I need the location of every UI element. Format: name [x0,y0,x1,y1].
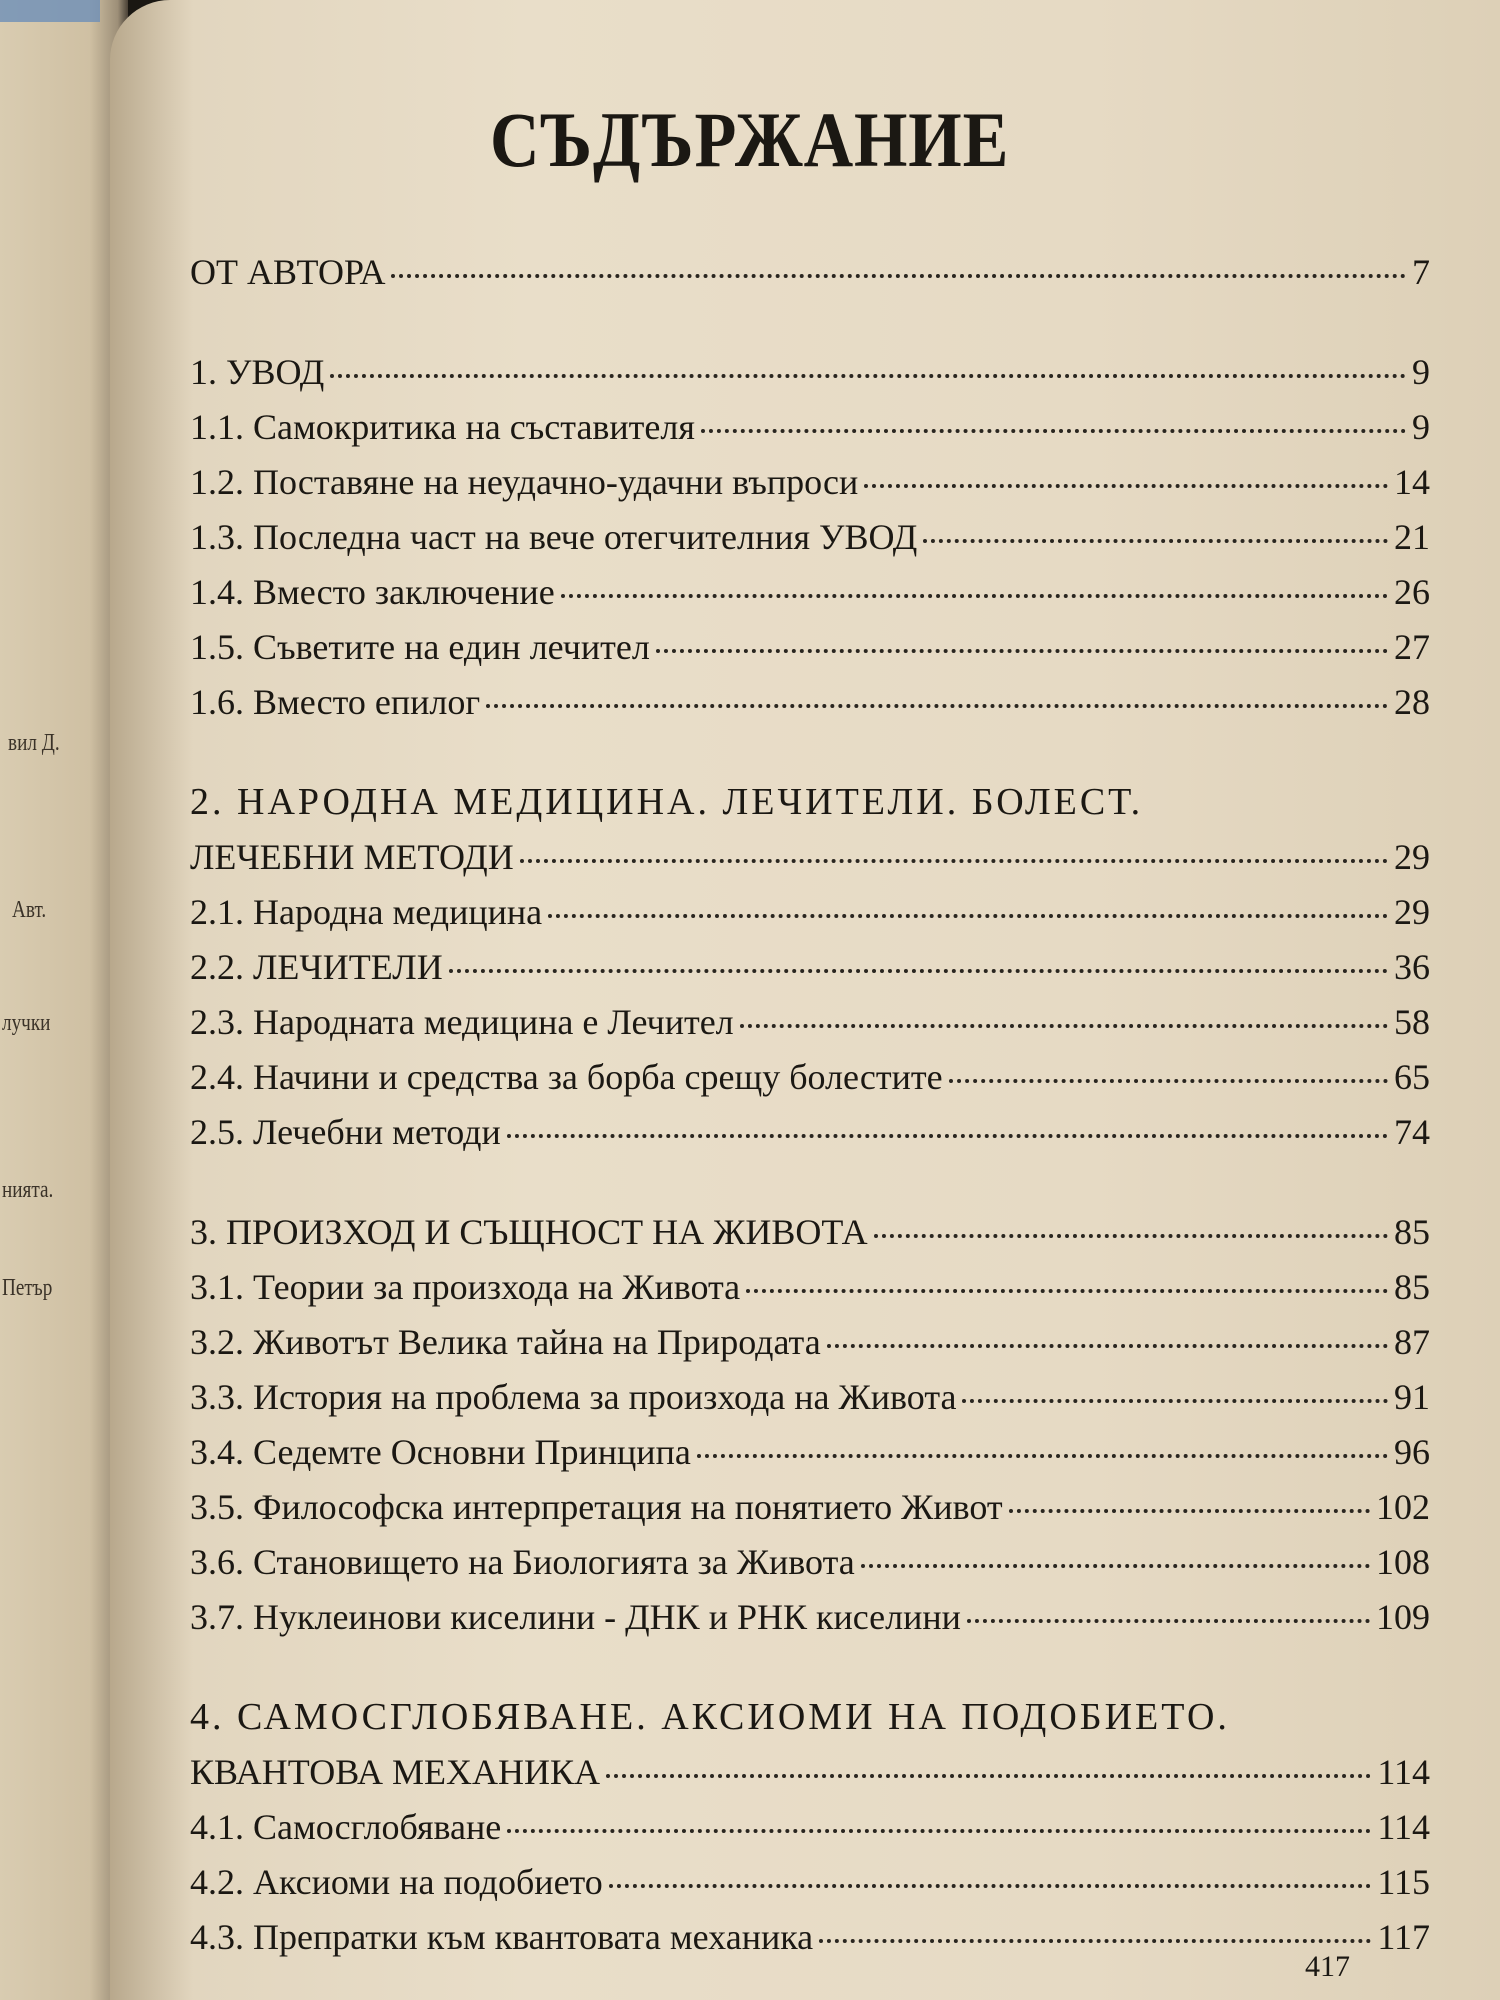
toc-entry-label: 4.2. Аксиоми на подобието [190,1862,603,1902]
section-gap [190,1160,1430,1205]
toc-entry-page: 115 [1377,1862,1430,1902]
toc-entry[interactable] [190,1745,1430,1800]
toc-entry-label: 2.1. Народна медицина [190,892,543,932]
dot-leader [819,1938,1371,1943]
left-page-edge [0,0,128,2000]
toc-entry[interactable] [190,1105,1430,1160]
section-gap [190,730,1430,775]
toc-entry[interactable] [190,1590,1430,1645]
toc-entry-label: 3.1. Теории за произхода на Живота [190,1267,741,1307]
toc-entry-page: 65 [1394,1057,1430,1097]
toc-entry[interactable] [190,1535,1430,1590]
toc-entry[interactable] [190,675,1430,730]
toc-entry-label: 2.2. ЛЕЧИТЕЛИ [190,947,443,987]
toc-entry-page: 102 [1376,1487,1430,1527]
dot-leader [561,593,1388,598]
toc-entry-label: 1.4. Вместо заключение [190,572,555,612]
dot-leader [1009,1508,1370,1513]
dot-leader [507,1133,1388,1138]
toc-entry-label: 3.7. Нуклеинови киселини - ДНК и РНК киселини [190,1597,961,1637]
toc-entry[interactable] [190,885,1430,940]
toc-entry-label: 4.1. Самосглобяване [190,1807,502,1847]
toc-entry-label: 1.6. Вместо епилог [190,682,481,722]
toc-entry-page: 85 [1394,1267,1430,1307]
toc-page [110,0,1500,2000]
dot-leader [548,913,1388,918]
toc-entry-page: 91 [1394,1377,1430,1417]
toc-entry[interactable] [190,400,1430,455]
toc-entry-page: 9 [1412,352,1430,392]
toc-entry[interactable] [190,245,1430,300]
toc-entry[interactable] [190,1315,1430,1370]
toc-entry-page: 117 [1377,1917,1430,1957]
toc-entry-label: 2.4. Начини и средства за борба срещу болестите [190,1057,943,1097]
toc-entry-page: 58 [1394,1002,1430,1042]
toc-entry-label: 3.6. Становището на Биологията за Живота [190,1542,855,1582]
dot-leader [962,1398,1388,1403]
toc-entry-page: 21 [1394,517,1430,557]
toc-entry[interactable] [190,1855,1430,1910]
left-page-fragment: нията. [2,1177,54,1203]
toc-entry-label: 3.5. Философска интерпретация на понятието Живот [190,1487,1003,1527]
toc-entry-label: 3.4. Седемте Основни Принципа [190,1432,691,1472]
toc-entry-label: КВАНТОВА МЕХАНИКА [190,1752,601,1792]
toc-entry[interactable] [190,1800,1430,1855]
toc-entry-page: 7 [1412,252,1430,292]
toc-entry-label: ЛЕЧЕБНИ МЕТОДИ [190,837,514,877]
toc-entry-label: 4.3. Препратки към квантовата механика [190,1917,814,1957]
toc-entry[interactable] [190,1050,1430,1105]
toc-entry[interactable] [190,1370,1430,1425]
toc-entry[interactable] [190,565,1430,620]
left-page-fragment: вил Д. [8,730,60,756]
dot-leader [486,703,1388,708]
page-title: СЪДЪРЖАНИЕ [490,96,1010,183]
toc-entry-page: 87 [1394,1322,1430,1362]
left-page-fragment: Авт. [12,897,47,923]
toc-entry-label: 3.3. История на проблема за произхода на Живота [190,1377,957,1417]
section-heading: 4. САМОСГЛОБЯВАНЕ. АКСИОМИ НА ПОДОБИЕТО. [190,1696,1230,1738]
dot-leader [740,1023,1388,1028]
toc-entry[interactable] [190,1205,1430,1260]
dot-leader [449,968,1388,973]
toc-entry-label: 1.1. Самокритика на съставителя [190,407,695,447]
toc-entry[interactable] [190,1425,1430,1480]
blue-tab-marker [0,0,100,22]
section-gap [190,300,1430,345]
dot-leader [606,1773,1371,1778]
toc-entry-page: 14 [1394,462,1430,502]
dot-leader [520,858,1388,863]
toc-entry[interactable] [190,1260,1430,1315]
toc-entry-page: 29 [1394,837,1430,877]
toc-entry[interactable] [190,620,1430,675]
section-gap [190,1645,1430,1690]
toc-entry-label: 1.5. Съветите на един лечител [190,627,650,667]
toc-entry-label: 2.3. Народната медицина е Лечител [190,1002,734,1042]
dot-leader [861,1563,1370,1568]
table-of-contents [190,245,1430,1965]
toc-entry-page: 114 [1377,1752,1430,1792]
toc-entry-page: 9 [1412,407,1430,447]
dot-leader [701,428,1406,433]
toc-entry-label: 1.3. Последна част на вече отегчителния УВОД [190,517,918,557]
toc-entry-page: 36 [1394,947,1430,987]
section-heading: 2. НАРОДНА МЕДИЦИНА. ЛЕЧИТЕЛИ. БОЛЕСТ. [190,781,1144,823]
toc-entry-label: 1.2. Поставяне на неудачно-удачни въпроси [190,462,859,502]
toc-entry-page: 74 [1394,1112,1430,1152]
toc-entry-label: 3. ПРОИЗХОД И СЪЩНОСТ НА ЖИВОТА [190,1212,868,1252]
toc-entry-page: 109 [1376,1597,1430,1637]
dot-leader [330,373,1406,378]
toc-entry[interactable] [190,830,1430,885]
toc-entry-page: 96 [1394,1432,1430,1472]
toc-entry-label: 1. УВОД [190,352,325,392]
dot-leader [874,1233,1388,1238]
dot-leader [391,273,1406,278]
toc-entry[interactable] [190,345,1430,400]
toc-entry[interactable] [190,995,1430,1050]
toc-entry[interactable] [190,940,1430,995]
dot-leader [507,1828,1371,1833]
toc-entry-page: 85 [1394,1212,1430,1252]
dot-leader [967,1618,1370,1623]
dot-leader [609,1883,1372,1888]
dot-leader [864,483,1388,488]
toc-entry-label: 3.2. Животът Велика тайна на Природата [190,1322,821,1362]
toc-entry[interactable] [190,1480,1430,1535]
toc-entry-page: 29 [1394,892,1430,932]
left-page-fragment: Петър [2,1275,53,1301]
dot-leader [746,1288,1388,1293]
toc-entry[interactable] [190,1910,1430,1965]
toc-entry-page: 114 [1377,1807,1430,1847]
toc-entry-page: 27 [1394,627,1430,667]
dot-leader [697,1453,1388,1458]
toc-entry-label: 2.5. Лечебни методи [190,1112,501,1152]
toc-entry[interactable] [190,455,1430,510]
toc-entry-page: 108 [1376,1542,1430,1582]
toc-entry-label: ОТ АВТОРА [190,252,386,292]
dot-leader [656,648,1388,653]
dot-leader [923,538,1388,543]
dot-leader [827,1343,1388,1348]
page-number: 417 [1305,1950,1350,1983]
toc-entry-page: 26 [1394,572,1430,612]
toc-entry-page: 28 [1394,682,1430,722]
dot-leader [949,1078,1388,1083]
left-page-fragment: лучки [2,1010,51,1036]
toc-entry[interactable] [190,510,1430,565]
